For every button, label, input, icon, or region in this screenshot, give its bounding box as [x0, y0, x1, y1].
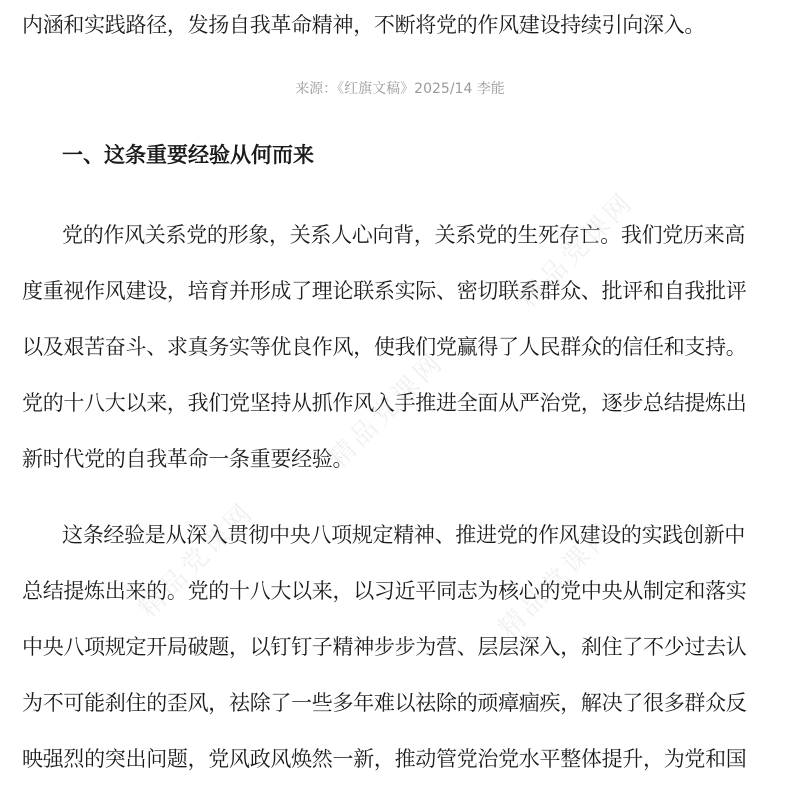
- paragraph-line: 为不可能刹住的歪风，祛除了一些多年难以祛除的顽瘴痼疾，解决了很多群众反: [22, 691, 747, 715]
- watermark: 精品党课网: [323, 346, 451, 474]
- paragraph-line: 这条经验是从深入贯彻中央八项规定精神、推进党的作风建设的实践创新中: [62, 523, 746, 547]
- paragraph-line: 党的作风关系党的形象，关系人心向背，关系党的生死存亡。我们党历来高: [62, 223, 746, 247]
- watermark: 精品党课网: [493, 516, 621, 644]
- watermark: 精品党课网: [513, 186, 641, 314]
- intro-tail-line: 内涵和实践路径，发扬自我革命精神，不断将党的作风建设持续引向深入。: [22, 13, 706, 37]
- paragraph-line: 中央八项规定开局破题，以钉钉子精神步步为营、层层深入，刹住了不少过去认: [22, 635, 747, 659]
- section-heading: 一、这条重要经验从何而来: [62, 143, 314, 167]
- watermark: 精品党课网: [133, 496, 261, 624]
- paragraph-line: 以及艰苦奋斗、求真务实等优良作风，使我们党赢得了人民群众的信任和支持。: [22, 335, 747, 359]
- paragraph-line: 映强烈的突出问题，党风政风焕然一新，推动管党治党水平整体提升，为党和国: [22, 747, 747, 771]
- paragraph-line: 新时代党的自我革命一条重要经验。: [22, 447, 354, 471]
- source-citation: 来源：《红旗文稿》2025/14 李能: [295, 81, 505, 97]
- paragraph-line: 总结提炼出来的。党的十八大以来，以习近平同志为核心的党中央从制定和落实: [22, 579, 747, 603]
- paragraph-line: 党的十八大以来，我们党坚持从抓作风入手推进全面从严治党，逐步总结提炼出: [22, 391, 747, 415]
- paragraph-line: 度重视作风建设，培育并形成了理论联系实际、密切联系群众、批评和自我批评: [22, 279, 747, 303]
